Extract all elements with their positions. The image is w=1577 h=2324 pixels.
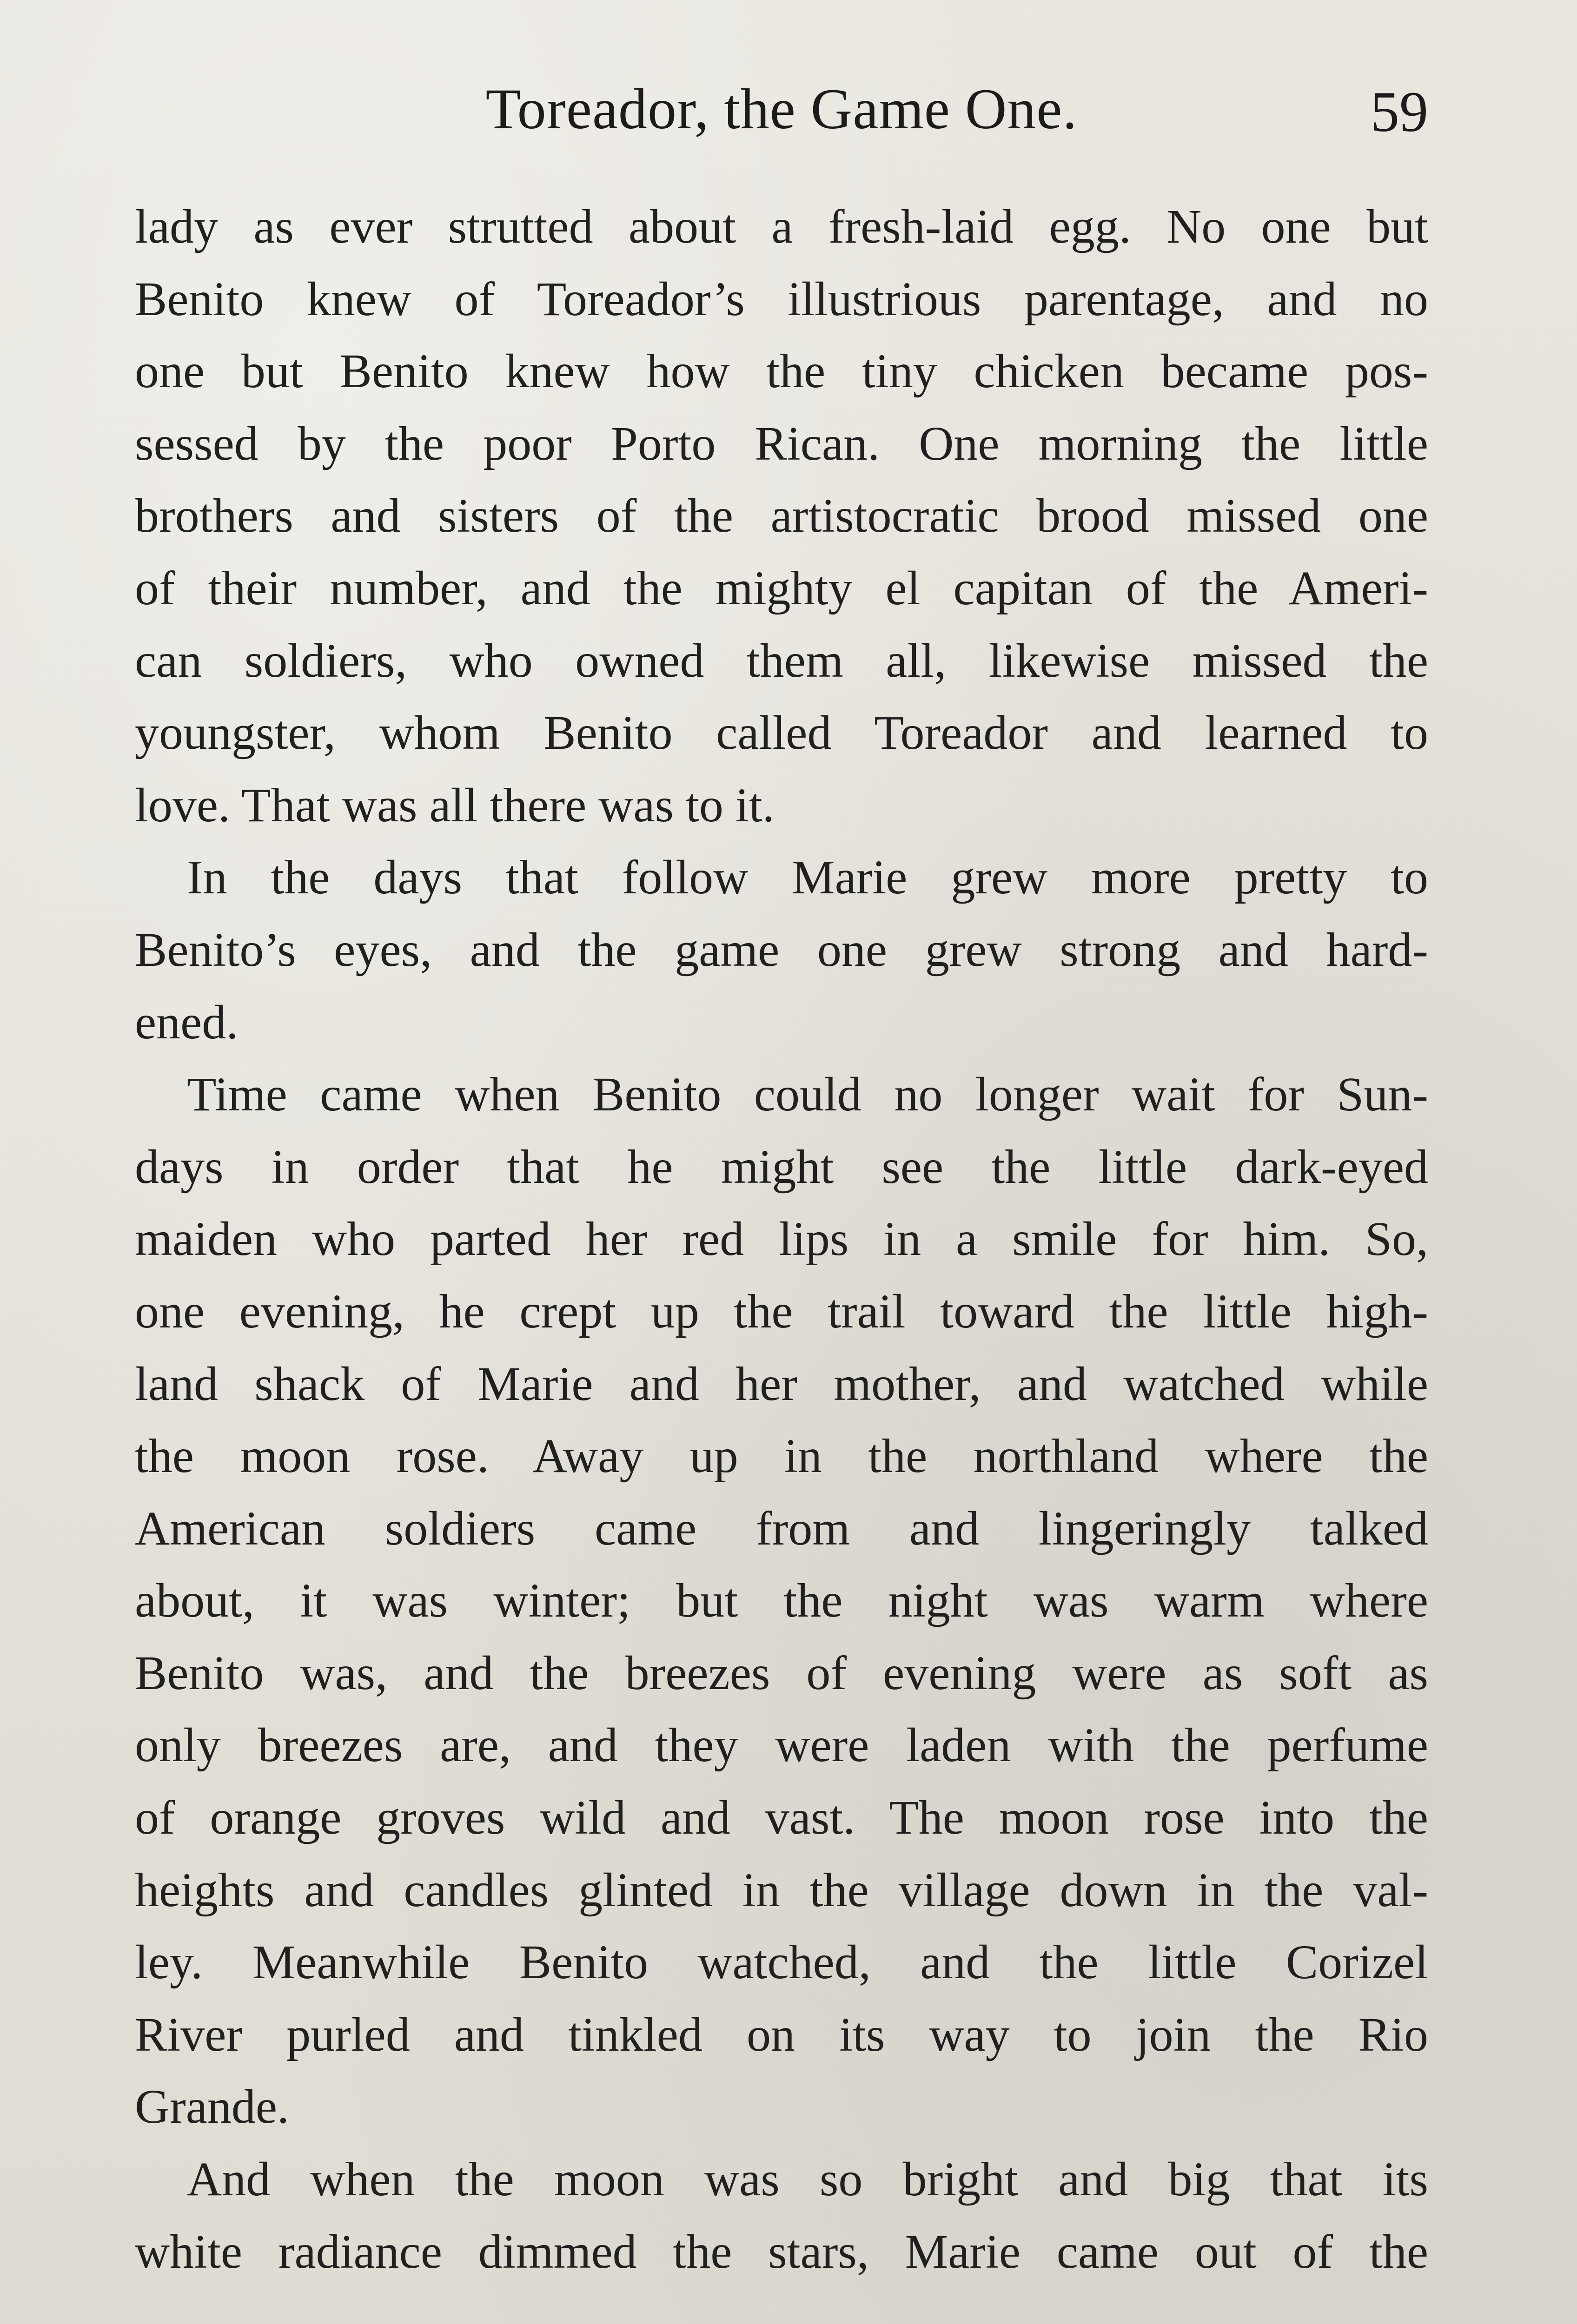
page-number: 59 xyxy=(1371,80,1428,144)
text-line: one evening, he crept up the trail toward the little high- xyxy=(135,1284,1428,1338)
text-line: Benito’s eyes, and the game one grew strong and hard- xyxy=(135,923,1428,977)
text-line: the moon rose. Away up in the northland where the xyxy=(135,1429,1428,1483)
text-line: Benito was, and the breezes of evening were as soft as xyxy=(135,1646,1428,1700)
text-line: only breezes are, and they were laden with the perfume xyxy=(135,1718,1428,1772)
text-line: Benito knew of Toreador’s illustrious parentage, and no xyxy=(135,272,1428,326)
text-line: Grande. xyxy=(135,2080,290,2134)
text-line: love. That was all there was to it. xyxy=(135,778,775,832)
running-title: Toreador, the Game One. xyxy=(485,77,1078,141)
text-line: land shack of Marie and her mother, and watched while xyxy=(135,1357,1428,1411)
text-line: of orange groves wild and vast. The moon rose into the xyxy=(135,1791,1428,1845)
text-line: sessed by the poor Porto Rican. One morning the little xyxy=(135,416,1428,470)
text-line: youngster, whom Benito called Toreador and learned to xyxy=(135,706,1428,760)
text-line: days in order that he might see the little dark-eyed xyxy=(135,1140,1428,1194)
body-text xyxy=(135,191,1428,2288)
text-line: In the days that follow Marie grew more pretty to xyxy=(187,851,1428,905)
text-line: ened. xyxy=(135,995,239,1049)
running-head xyxy=(135,70,1428,149)
text-line: heights and candles glinted in the village down in the val- xyxy=(135,1863,1428,1917)
text-line: about, it was winter; but the night was warm where xyxy=(135,1574,1428,1628)
text-line: American soldiers came from and lingeringly talked xyxy=(135,1501,1428,1555)
text-line: lady as ever strutted about a fresh-laid egg. No one but xyxy=(135,200,1428,253)
text-line: can soldiers, who owned them all, likewise missed the xyxy=(135,634,1428,687)
text-line: brothers and sisters of the artistocratic brood missed one xyxy=(135,489,1428,543)
text-line: one but Benito knew how the tiny chicken became pos- xyxy=(135,344,1428,398)
text-line: of their number, and the mighty el capitan of the Ameri- xyxy=(135,561,1428,615)
text-line: River purled and tinkled on its way to join the Rio xyxy=(135,2007,1428,2061)
text-line: And when the moon was so bright and big that its xyxy=(187,2152,1428,2206)
text-line: white radiance dimmed the stars, Marie came out of the xyxy=(135,2225,1428,2278)
text-line: maiden who parted her red lips in a smile for him. So, xyxy=(135,1212,1428,1266)
text-line: ley. Meanwhile Benito watched, and the little Corizel xyxy=(135,1935,1428,1989)
text-line: Time came when Benito could no longer wait for Sun- xyxy=(187,1068,1428,1122)
